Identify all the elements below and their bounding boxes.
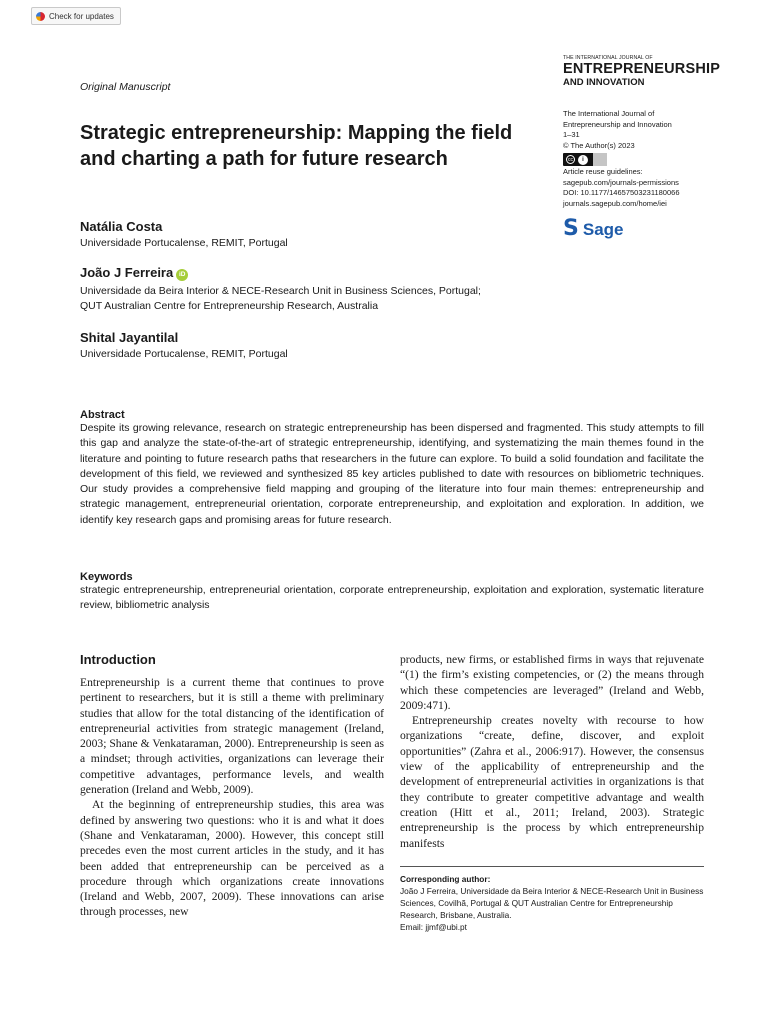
footnote-divider [400,866,704,867]
abstract-section [80,409,704,528]
body-paragraph: Entrepreneurship creates novelty with recourse to how organizations “create, define, discover, and exploit opportunities” (Zahra et al., 2006:917). However, the consensus view of the applicability of entrepreneurship and the development of entrepreneurial activities in organizations is that they contribute to greater competitive advantage and wealth creation (Hitt et al., 2011; Ireland, 2003). Strategic entrepreneurship is the process by which entrepreneurship manifests [400,714,704,850]
author-affiliation: Universidade Portucalense, REMIT, Portugal [80,348,288,360]
author-block [80,264,550,314]
copyright-line: © The Author(s) 2023 [563,140,635,150]
sage-s-icon: S [563,216,579,241]
author-name: João J Ferreira [80,265,174,280]
publisher-name: Sage [582,219,624,239]
author-affiliation: QUT Australian Centre for Entrepreneurship Research, Australia [80,300,379,312]
manuscript-type: Original Manuscript [80,81,171,93]
body-paragraph: Entrepreneurship is a current theme that continues to prove pertinent to researchers, but it is still a theme with preliminary studies that allow for the total distancing of the identification of entrepreneurial activities from strategic management (Ireland, 2003; Shane & Venkataraman, 2000). Entrepreneurship is seen as a mindset; through activities, organizations can leverage their competitive advantages, performance levels, and wealth generation (Ireland and Webb, 2009). [80,676,384,797]
doi-link[interactable]: DOI: 10.1177/14657503231180066 [563,188,680,197]
author-block [80,330,550,362]
body-paragraph: products, new firms, or established firms in ways that rejuvenate “(1) the firm’s existing competencies, or (2) the means through which these competencies are leveraged” (Ireland and Webb, 2009:471). [400,653,704,712]
journal-logo-line2: ENTREPRENEURSHIP [563,61,721,78]
permissions-link[interactable]: sagepub.com/journals-permissions [563,177,679,187]
corresponding-heading: Corresponding author: [400,874,491,884]
journal-logo [563,55,721,88]
body-paragraph: At the beginning of entrepreneurship studies, this area was defined by answering two questions: who it is and what it does (Shane and Venkataraman, 2000). However, this concept still precedes even the most current articles in the study, and it has been added that entrepreneurship can be perceived as a procedure through which organizations create innovations (Ireland and Webb, 2007, 2009). These innovations can arise through processes, new [80,798,384,919]
author-name: Natália Costa [80,219,163,234]
check-for-updates-button[interactable] [31,7,121,25]
journal-pages: 1–31 [563,130,580,139]
keywords-heading: Keywords [80,571,133,583]
corresponding-author [400,873,704,933]
body-column-left [80,675,384,920]
journal-info [563,109,723,209]
body-column-right [400,652,704,851]
journal-info-line: The International Journal of [563,109,655,118]
corresponding-text: João J Ferreira, Universidade da Beira Interior & NECE-Research Unit in Business Sciences, Covilhã, Portugal & QUT Australian Centre for Entrepreneurship Research, Brisbane, Australia. [400,886,704,920]
journal-home-link[interactable]: journals.sagepub.com/home/iei [563,198,667,208]
author-block [80,219,550,251]
reuse-guidelines-label: Article reuse guidelines: [563,167,643,176]
journal-logo-line3: AND INNOVATION [563,76,645,88]
sage-logo [563,218,624,240]
check-for-updates-label: Check for updates [49,11,114,21]
journal-info-line: Entrepreneurship and Innovation [563,119,672,129]
orcid-icon[interactable]: iD [176,269,188,281]
author-affiliation: Universidade da Beira Interior & NECE-Research Unit in Business Sciences, Portugal; [80,285,481,297]
cc-license-icon[interactable]: cc i [563,153,607,166]
introduction-heading: Introduction [80,652,156,667]
abstract-heading: Abstract [80,409,125,421]
crossmark-icon [36,12,45,21]
keywords-text: strategic entrepreneurship, entrepreneurial orientation, corporate entrepreneurship, exploitation and exploration, systematic literature review, bibliometric analysis [80,584,704,612]
abstract-text: Despite its growing relevance, research on strategic entrepreneurship has been dispersed and fragmented. This study attempts to fill this gap and analyze the state-of-the-art of strategic entrepreneurship, identifying, and systematizing the main themes found in the literature and pointing to future research paths that researchers in the future can explore. To build a solid foundation and facilitate the development of this field, we reviewed and synthesized 85 key articles published to date with resources on bibliometric techniques. Our study provides a comprehensive field mapping and grouping of the literature into four main themes: entrepreneurship and strategic management, entrepreneurial orientation, corporate entrepreneurship, and exploitation and exploration. In addition, we identify key research gaps and promising areas for future research. [80,422,704,526]
journal-logo-line1: THE INTERNATIONAL JOURNAL OF [563,55,653,61]
author-name: Shital Jayantilal [80,330,179,345]
keywords-section [80,571,704,614]
author-affiliation: Universidade Portucalense, REMIT, Portugal [80,237,288,249]
article-title: Strategic entrepreneurship: Mapping the field and charting a path for future research [80,122,513,170]
corresponding-email[interactable]: Email: jjmf@ubi.pt [400,922,467,932]
